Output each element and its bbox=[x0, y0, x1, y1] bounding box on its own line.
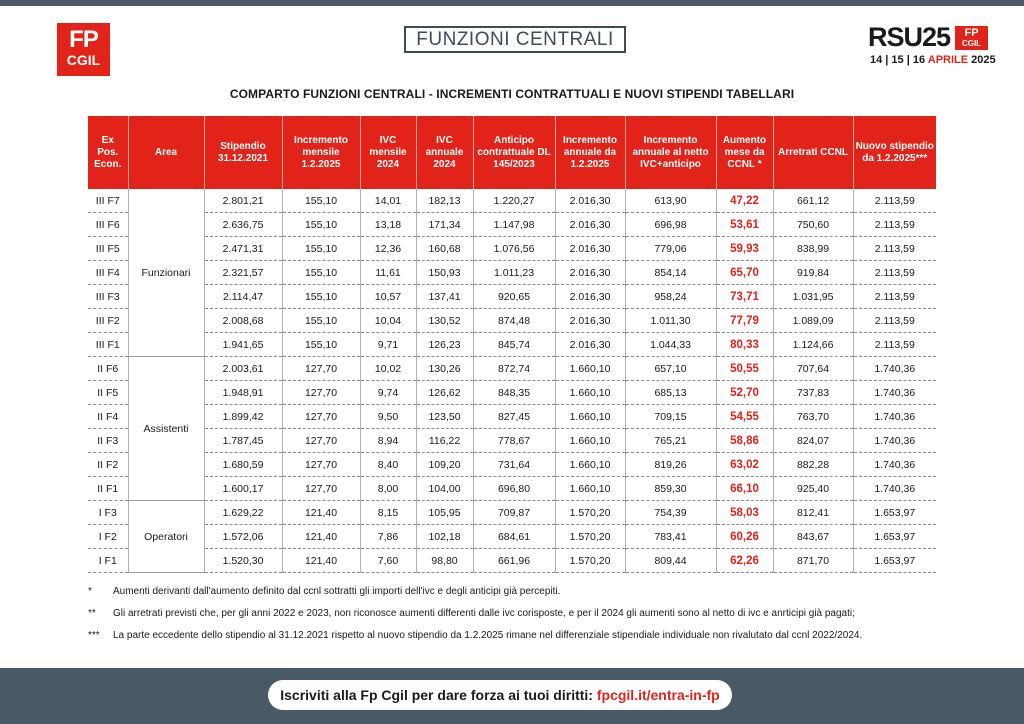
table-cell: 920,65 bbox=[473, 285, 555, 309]
col-header: Incremento annuale al netto IVC+anticipo bbox=[625, 116, 716, 189]
footnote-marker: ** bbox=[88, 608, 96, 619]
table-cell: 731,64 bbox=[473, 453, 555, 477]
rsu-fp-badge bbox=[955, 26, 988, 50]
rsu-badge-line-2: CGIL bbox=[961, 39, 982, 48]
table-row bbox=[88, 189, 936, 213]
table-cell: 709,87 bbox=[473, 501, 555, 525]
table-cell: 121,40 bbox=[282, 525, 360, 549]
footnote bbox=[88, 585, 968, 607]
table-cell: 2.113,59 bbox=[853, 189, 936, 213]
col-header: Incremento mensile 1.2.2025 bbox=[282, 116, 360, 189]
table-cell: 126,23 bbox=[416, 333, 473, 357]
table-cell: 827,45 bbox=[473, 405, 555, 429]
table-cell: 1.740,36 bbox=[853, 357, 936, 381]
table-cell: 613,90 bbox=[625, 189, 716, 213]
table-row bbox=[88, 213, 936, 237]
table-cell: 854,14 bbox=[625, 261, 716, 285]
table-cell: 59,93 bbox=[716, 237, 773, 261]
table-cell: 2.003,61 bbox=[204, 357, 282, 381]
table-cell: 2.801,21 bbox=[204, 189, 282, 213]
table-cell: 696,80 bbox=[473, 477, 555, 501]
table-cell: 58,03 bbox=[716, 501, 773, 525]
table-cell: 2.016,30 bbox=[555, 285, 625, 309]
table-row bbox=[88, 357, 936, 381]
table-cell: III F2 bbox=[88, 309, 128, 333]
table-cell: 1.660,10 bbox=[555, 477, 625, 501]
table-cell: 2.008,68 bbox=[204, 309, 282, 333]
table-row bbox=[88, 309, 936, 333]
table-cell: 1.572,06 bbox=[204, 525, 282, 549]
table-cell: 77,79 bbox=[716, 309, 773, 333]
table-cell: 2.016,30 bbox=[555, 189, 625, 213]
table-cell: 1.076,56 bbox=[473, 237, 555, 261]
table-row bbox=[88, 501, 936, 525]
table-cell: 2.113,59 bbox=[853, 285, 936, 309]
table-row bbox=[88, 261, 936, 285]
table-cell: 1.653,97 bbox=[853, 501, 936, 525]
table-cell: III F3 bbox=[88, 285, 128, 309]
table-cell: 1.570,20 bbox=[555, 525, 625, 549]
table-cell: 1.520,30 bbox=[204, 549, 282, 573]
footer-cta-text: Iscriviti alla Fp Cgil per dare forza ai tuoi diritti: bbox=[280, 687, 593, 703]
table-cell: 1.011,23 bbox=[473, 261, 555, 285]
table-cell: 2.016,30 bbox=[555, 333, 625, 357]
table-cell: 2.016,30 bbox=[555, 261, 625, 285]
table-cell: 1.147,98 bbox=[473, 213, 555, 237]
table-cell: 155,10 bbox=[282, 213, 360, 237]
table-cell: 657,10 bbox=[625, 357, 716, 381]
logo-line-2: CGIL bbox=[66, 52, 101, 68]
table-cell: 2.113,59 bbox=[853, 333, 936, 357]
table-cell: 838,99 bbox=[773, 237, 853, 261]
footnote bbox=[88, 629, 968, 651]
page-title: FUNZIONI CENTRALI bbox=[404, 26, 626, 53]
table-cell: 13,18 bbox=[360, 213, 416, 237]
table-cell: 2.016,30 bbox=[555, 213, 625, 237]
table-cell: 2.636,75 bbox=[204, 213, 282, 237]
table-cell: 127,70 bbox=[282, 453, 360, 477]
table-cell: 58,86 bbox=[716, 429, 773, 453]
table-cell: 150,93 bbox=[416, 261, 473, 285]
table-cell: 1.044,33 bbox=[625, 333, 716, 357]
table-cell: 1.660,10 bbox=[555, 381, 625, 405]
rsu-year: 2025 bbox=[971, 54, 996, 66]
table-cell: III F4 bbox=[88, 261, 128, 285]
table-cell: 52,70 bbox=[716, 381, 773, 405]
table-cell: 102,18 bbox=[416, 525, 473, 549]
table-cell: II F1 bbox=[88, 477, 128, 501]
table-cell: 958,24 bbox=[625, 285, 716, 309]
footer-link[interactable]: fpcgil.it/entra-in-fp bbox=[596, 687, 720, 703]
table-cell: 104,00 bbox=[416, 477, 473, 501]
table-row bbox=[88, 381, 936, 405]
table-cell: 7,86 bbox=[360, 525, 416, 549]
logo-line-1: FP bbox=[69, 26, 98, 53]
table-cell: 1.011,30 bbox=[625, 309, 716, 333]
table-cell: 874,48 bbox=[473, 309, 555, 333]
table-cell: 2.113,59 bbox=[853, 237, 936, 261]
table-cell: 155,10 bbox=[282, 333, 360, 357]
table-cell: 1.899,42 bbox=[204, 405, 282, 429]
rsu-days: 14 | 15 | 16 bbox=[870, 54, 926, 66]
table-cell: 9,74 bbox=[360, 381, 416, 405]
table-cell: 126,62 bbox=[416, 381, 473, 405]
table-cell: 105,95 bbox=[416, 501, 473, 525]
table-cell: 62,26 bbox=[716, 549, 773, 573]
footnote-text: La parte eccedente dello stipendio al 31.12.2021 rispetto al nuovo stipendio da 1.2.2025 rimane nel differenziale stipendiale individuale non rivalutato dal ccnl 2022/2024. bbox=[113, 630, 863, 641]
table-cell: 7,60 bbox=[360, 549, 416, 573]
table-cell: 12,36 bbox=[360, 237, 416, 261]
table-row bbox=[88, 477, 936, 501]
table-cell: 10,57 bbox=[360, 285, 416, 309]
table-cell: 127,70 bbox=[282, 405, 360, 429]
table-cell: 845,74 bbox=[473, 333, 555, 357]
table-cell: 1.680,59 bbox=[204, 453, 282, 477]
table-cell: 1.031,95 bbox=[773, 285, 853, 309]
rsu-badge-line-1: FP bbox=[964, 27, 979, 39]
table-cell: 137,41 bbox=[416, 285, 473, 309]
rsu-year-number: 25 bbox=[922, 22, 951, 52]
table-cell: 47,22 bbox=[716, 189, 773, 213]
area-cell: Operatori bbox=[128, 501, 204, 573]
table-cell: 80,33 bbox=[716, 333, 773, 357]
table-cell: III F5 bbox=[88, 237, 128, 261]
table-cell: 925,40 bbox=[773, 477, 853, 501]
table-cell: 1.740,36 bbox=[853, 381, 936, 405]
table-cell: 882,28 bbox=[773, 453, 853, 477]
footnote-text: Gli arretrati previsti che, per gli anni 2022 e 2023, non riconosce aumenti differenti dalle ivc corisposte, e per il 2024 gli aumenti sono al netto di ivc e anrticipi già pagati; bbox=[113, 608, 855, 619]
footer-cta[interactable] bbox=[268, 680, 732, 710]
table-cell: 750,60 bbox=[773, 213, 853, 237]
table-cell: 1.220,27 bbox=[473, 189, 555, 213]
table-cell: 127,70 bbox=[282, 381, 360, 405]
table-row bbox=[88, 525, 936, 549]
table-cell: 2.016,30 bbox=[555, 309, 625, 333]
table-cell: 8,40 bbox=[360, 453, 416, 477]
table-cell: 779,06 bbox=[625, 237, 716, 261]
table-cell: 10,02 bbox=[360, 357, 416, 381]
table-cell: 1.653,97 bbox=[853, 549, 936, 573]
table-body bbox=[88, 189, 936, 573]
table-cell: 9,50 bbox=[360, 405, 416, 429]
rsu-month: APRILE bbox=[927, 54, 969, 66]
salary-table bbox=[88, 116, 936, 573]
table-cell: III F7 bbox=[88, 189, 128, 213]
table-row bbox=[88, 429, 936, 453]
table-cell: 661,96 bbox=[473, 549, 555, 573]
table-cell: 2.321,57 bbox=[204, 261, 282, 285]
col-header: Stipendio 31.12.2021 bbox=[204, 116, 282, 189]
table-cell: 9,71 bbox=[360, 333, 416, 357]
table-cell: 65,70 bbox=[716, 261, 773, 285]
table-cell: 53,61 bbox=[716, 213, 773, 237]
table-cell: 73,71 bbox=[716, 285, 773, 309]
table-row bbox=[88, 333, 936, 357]
footnote bbox=[88, 607, 968, 629]
table-cell: I F2 bbox=[88, 525, 128, 549]
table-cell: 121,40 bbox=[282, 501, 360, 525]
area-cell: Funzionari bbox=[128, 189, 204, 357]
footnote-text: Aumenti derivanti dall'aumento definito dal ccnl sottratti gli importi dell'ivc e degli anticipi già percepiti. bbox=[113, 586, 561, 597]
table-cell: 1.948,91 bbox=[204, 381, 282, 405]
table-cell: 130,52 bbox=[416, 309, 473, 333]
table-cell: 2.016,30 bbox=[555, 237, 625, 261]
table-header-row bbox=[88, 116, 936, 189]
table-cell: 824,07 bbox=[773, 429, 853, 453]
table-cell: 1.660,10 bbox=[555, 357, 625, 381]
table-cell: 127,70 bbox=[282, 429, 360, 453]
table-cell: 98,80 bbox=[416, 549, 473, 573]
table-cell: 919,84 bbox=[773, 261, 853, 285]
table-cell: 123,50 bbox=[416, 405, 473, 429]
table-cell: 696,98 bbox=[625, 213, 716, 237]
table-cell: I F3 bbox=[88, 501, 128, 525]
table-cell: II F2 bbox=[88, 453, 128, 477]
table-cell: 1.740,36 bbox=[853, 477, 936, 501]
col-header: IVC mensile 2024 bbox=[360, 116, 416, 189]
table-row bbox=[88, 549, 936, 573]
table-cell: 155,10 bbox=[282, 309, 360, 333]
table-cell: 1.660,10 bbox=[555, 429, 625, 453]
table-cell: 2.114,47 bbox=[204, 285, 282, 309]
table-cell: 1.660,10 bbox=[555, 453, 625, 477]
table-cell: 1.124,66 bbox=[773, 333, 853, 357]
table-cell: 127,70 bbox=[282, 357, 360, 381]
table-cell: 843,67 bbox=[773, 525, 853, 549]
table-cell: 155,10 bbox=[282, 285, 360, 309]
table-cell: 848,35 bbox=[473, 381, 555, 405]
table-cell: 709,15 bbox=[625, 405, 716, 429]
table-cell: 2.113,59 bbox=[853, 261, 936, 285]
footnote-marker: * bbox=[88, 586, 92, 597]
table-row bbox=[88, 453, 936, 477]
table-cell: 14,01 bbox=[360, 189, 416, 213]
table-cell: 1.570,20 bbox=[555, 549, 625, 573]
top-bar bbox=[0, 0, 1024, 6]
table-cell: 1.660,10 bbox=[555, 405, 625, 429]
table-cell: 2.113,59 bbox=[853, 213, 936, 237]
col-header: Arretrati CCNL bbox=[773, 116, 853, 189]
table-cell: 1.570,20 bbox=[555, 501, 625, 525]
table-cell: 60,26 bbox=[716, 525, 773, 549]
table-cell: 182,13 bbox=[416, 189, 473, 213]
table-cell: 116,22 bbox=[416, 429, 473, 453]
rsu-dates bbox=[870, 54, 996, 66]
table-cell: 1.600,17 bbox=[204, 477, 282, 501]
table-title: COMPARTO FUNZIONI CENTRALI - INCREMENTI CONTRATTUALI E NUOVI STIPENDI TABELLARI bbox=[229, 87, 795, 101]
table-cell: 2.113,59 bbox=[853, 309, 936, 333]
rsu-text: RSU bbox=[868, 22, 923, 52]
table-cell: 155,10 bbox=[282, 237, 360, 261]
table-cell: 859,30 bbox=[625, 477, 716, 501]
table-cell: 2.471,31 bbox=[204, 237, 282, 261]
table-cell: 763,70 bbox=[773, 405, 853, 429]
table-cell: 1.787,45 bbox=[204, 429, 282, 453]
table-cell: II F4 bbox=[88, 405, 128, 429]
rsu-word bbox=[868, 22, 950, 52]
table-cell: 812,41 bbox=[773, 501, 853, 525]
table-cell: 1.740,36 bbox=[853, 405, 936, 429]
table-cell: 10,04 bbox=[360, 309, 416, 333]
table-cell: 171,34 bbox=[416, 213, 473, 237]
table-cell: 872,74 bbox=[473, 357, 555, 381]
table-cell: 66,10 bbox=[716, 477, 773, 501]
footnotes bbox=[88, 585, 968, 651]
table-cell: 661,12 bbox=[773, 189, 853, 213]
table-cell: 1.089,09 bbox=[773, 309, 853, 333]
col-header: Nuovo stipendio da 1.2.2025*** bbox=[853, 116, 936, 189]
table-cell: II F3 bbox=[88, 429, 128, 453]
table-row bbox=[88, 405, 936, 429]
table-cell: III F1 bbox=[88, 333, 128, 357]
table-row bbox=[88, 237, 936, 261]
footnote-marker: *** bbox=[88, 630, 100, 641]
table-cell: 155,10 bbox=[282, 261, 360, 285]
table-cell: II F5 bbox=[88, 381, 128, 405]
col-header: Aumento mese da CCNL * bbox=[716, 116, 773, 189]
col-header: Area bbox=[128, 116, 204, 189]
rsu-2025-logo bbox=[868, 22, 996, 72]
table-cell: 737,83 bbox=[773, 381, 853, 405]
table-cell: 160,68 bbox=[416, 237, 473, 261]
table-cell: 783,41 bbox=[625, 525, 716, 549]
col-header: Incremento annuale da 1.2.2025 bbox=[555, 116, 625, 189]
table-cell: I F1 bbox=[88, 549, 128, 573]
table-cell: 8,94 bbox=[360, 429, 416, 453]
table-cell: 1.629,22 bbox=[204, 501, 282, 525]
table-cell: 63,02 bbox=[716, 453, 773, 477]
table-cell: 130,26 bbox=[416, 357, 473, 381]
table-cell: 1.653,97 bbox=[853, 525, 936, 549]
table-cell: III F6 bbox=[88, 213, 128, 237]
table-cell: 819,26 bbox=[625, 453, 716, 477]
table-cell: 707,64 bbox=[773, 357, 853, 381]
table-cell: 8,00 bbox=[360, 477, 416, 501]
table-cell: 1.941,65 bbox=[204, 333, 282, 357]
table-cell: II F6 bbox=[88, 357, 128, 381]
table-cell: 765,21 bbox=[625, 429, 716, 453]
table-cell: 809,44 bbox=[625, 549, 716, 573]
table-cell: 871,70 bbox=[773, 549, 853, 573]
col-header: Anticipo contrattuale DL 145/2023 bbox=[473, 116, 555, 189]
table-cell: 155,10 bbox=[282, 189, 360, 213]
table-cell: 54,55 bbox=[716, 405, 773, 429]
table-cell: 8,15 bbox=[360, 501, 416, 525]
col-header: IVC annuale 2024 bbox=[416, 116, 473, 189]
table-cell: 754,39 bbox=[625, 501, 716, 525]
fp-cgil-logo[interactable] bbox=[57, 23, 110, 76]
area-cell: Assistenti bbox=[128, 357, 204, 501]
table-cell: 685,13 bbox=[625, 381, 716, 405]
table-cell: 684,61 bbox=[473, 525, 555, 549]
table-row bbox=[88, 285, 936, 309]
table-cell: 1.740,36 bbox=[853, 429, 936, 453]
table-cell: 109,20 bbox=[416, 453, 473, 477]
table-cell: 778,67 bbox=[473, 429, 555, 453]
table-cell: 127,70 bbox=[282, 477, 360, 501]
table-cell: 11,61 bbox=[360, 261, 416, 285]
table-cell: 50,55 bbox=[716, 357, 773, 381]
table-cell: 1.740,36 bbox=[853, 453, 936, 477]
col-header: Ex Pos. Econ. bbox=[88, 116, 128, 189]
table-cell: 121,40 bbox=[282, 549, 360, 573]
